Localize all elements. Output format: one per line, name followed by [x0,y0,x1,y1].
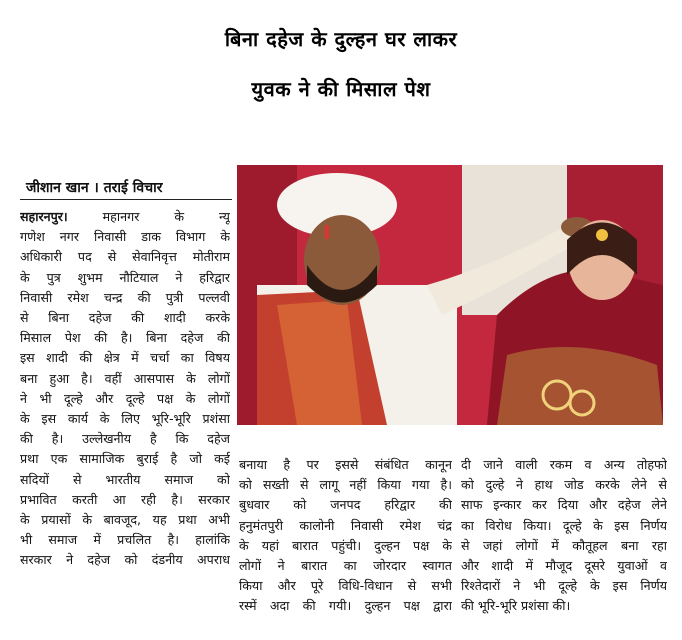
article-line: हनुमंतपुरी कालोनी निवासी रमेश चंद्र [239,517,452,533]
article-column-2 [239,455,452,617]
article-line: सरकार ने दहेज को दंडनीय अपराध [20,552,230,568]
article-line [20,207,230,227]
article-column-3 [461,455,667,617]
byline-divider [20,199,232,200]
headline-line-2: युवक ने की मिसाल पेश [251,77,431,101]
article-line: प्रभावित करती आ रही है। सरकार [20,491,230,507]
article-line: गणेश नगर निवासी डाक विभाग के [20,229,230,245]
article-line: किया और पूरे विधि-विधान से सभी [239,578,452,594]
article-line: और शादी में मौजूद दूसरे युवाओं व [461,558,667,574]
article-line: के प्रयासों के बावजूद, यह प्रथा अभी [20,512,230,528]
article-line: को दुल्हे ने हाथ जोड करके लेने से [461,477,667,493]
article-line: की है। उल्लेखनीय है कि दहेज [20,431,230,447]
article-line: सदियों से भारतीय समाज को [20,471,230,487]
article-line: बना हुआ है। वहीं आसपास के लोगों [20,370,230,386]
article-line: भी समाज में प्रचलित है। हालांकि [20,532,230,548]
article-line: के पुत्र शुभम नौटियाल ने हरिद्वार [20,269,230,285]
headline [0,14,682,114]
article-line: निवासी रमेश चन्द्र की पुत्री पल्लवी [20,289,230,305]
article-line: ने भी दूल्हे और दूल्हे पक्ष के लोगों [20,390,230,406]
article-line: को सख्ती से लागू नहीं किया गया है। [239,477,452,493]
article-text: महानगर के न्यू [102,209,230,224]
article-line: से बिना दहेज की शादी करके [20,310,230,326]
article-line: का विरोध किया। दूल्हे के इस निर्णय [461,517,667,533]
headline-line-1: बिना दहेज के दुल्हन घर लाकर [224,27,458,51]
article-line: लोगों ने बारात का जोरदार स्वागत [239,558,452,574]
wedding-photo-illustration [237,165,663,425]
article-line: बनाया है पर इससे संबंधित कानून [239,457,452,472]
byline: जीशान खान । तराई विचार [26,180,163,196]
article-line: बुधवार को जनपद हरिद्वार की [239,497,452,513]
article-line: के यहां बारात पहुंची। दुल्हन पक्ष के [239,537,452,553]
article-line: रिश्तेदारों ने भी दूल्हे के इस निर्णय [461,578,667,594]
article-line: से जहां लोगों में कौतूहल बना रहा [461,537,667,553]
article-line: रस्में अदा की गयी। दुल्हन पक्ष द्वारा [239,598,452,614]
article-line: प्रथा एक सामाजिक बुराई है जो कई [20,451,230,467]
article-line: के इस कार्य के लिए भूरि-भूरि प्रशंसा [20,411,230,427]
article-line: इस शादी की क्षेत्र में चर्चा का विषय [20,350,230,366]
article-line: अधिकारी पद से सेवानिवृत्त मोतीराम [20,249,230,265]
wedding-photo [237,165,663,425]
article-line: साफ इन्कार कर दिया और दहेज लेने [461,497,667,513]
article-line: मिसाल पेश की है। बिना दहेज की [20,330,230,346]
article-column-1 [20,207,230,571]
article-line: की भूरि-भूरि प्रशंसा की। [461,598,571,614]
dateline: सहारनपुर। [20,209,68,224]
article-line: दी जाने वाली रकम व अन्य तोहफो [461,457,667,472]
